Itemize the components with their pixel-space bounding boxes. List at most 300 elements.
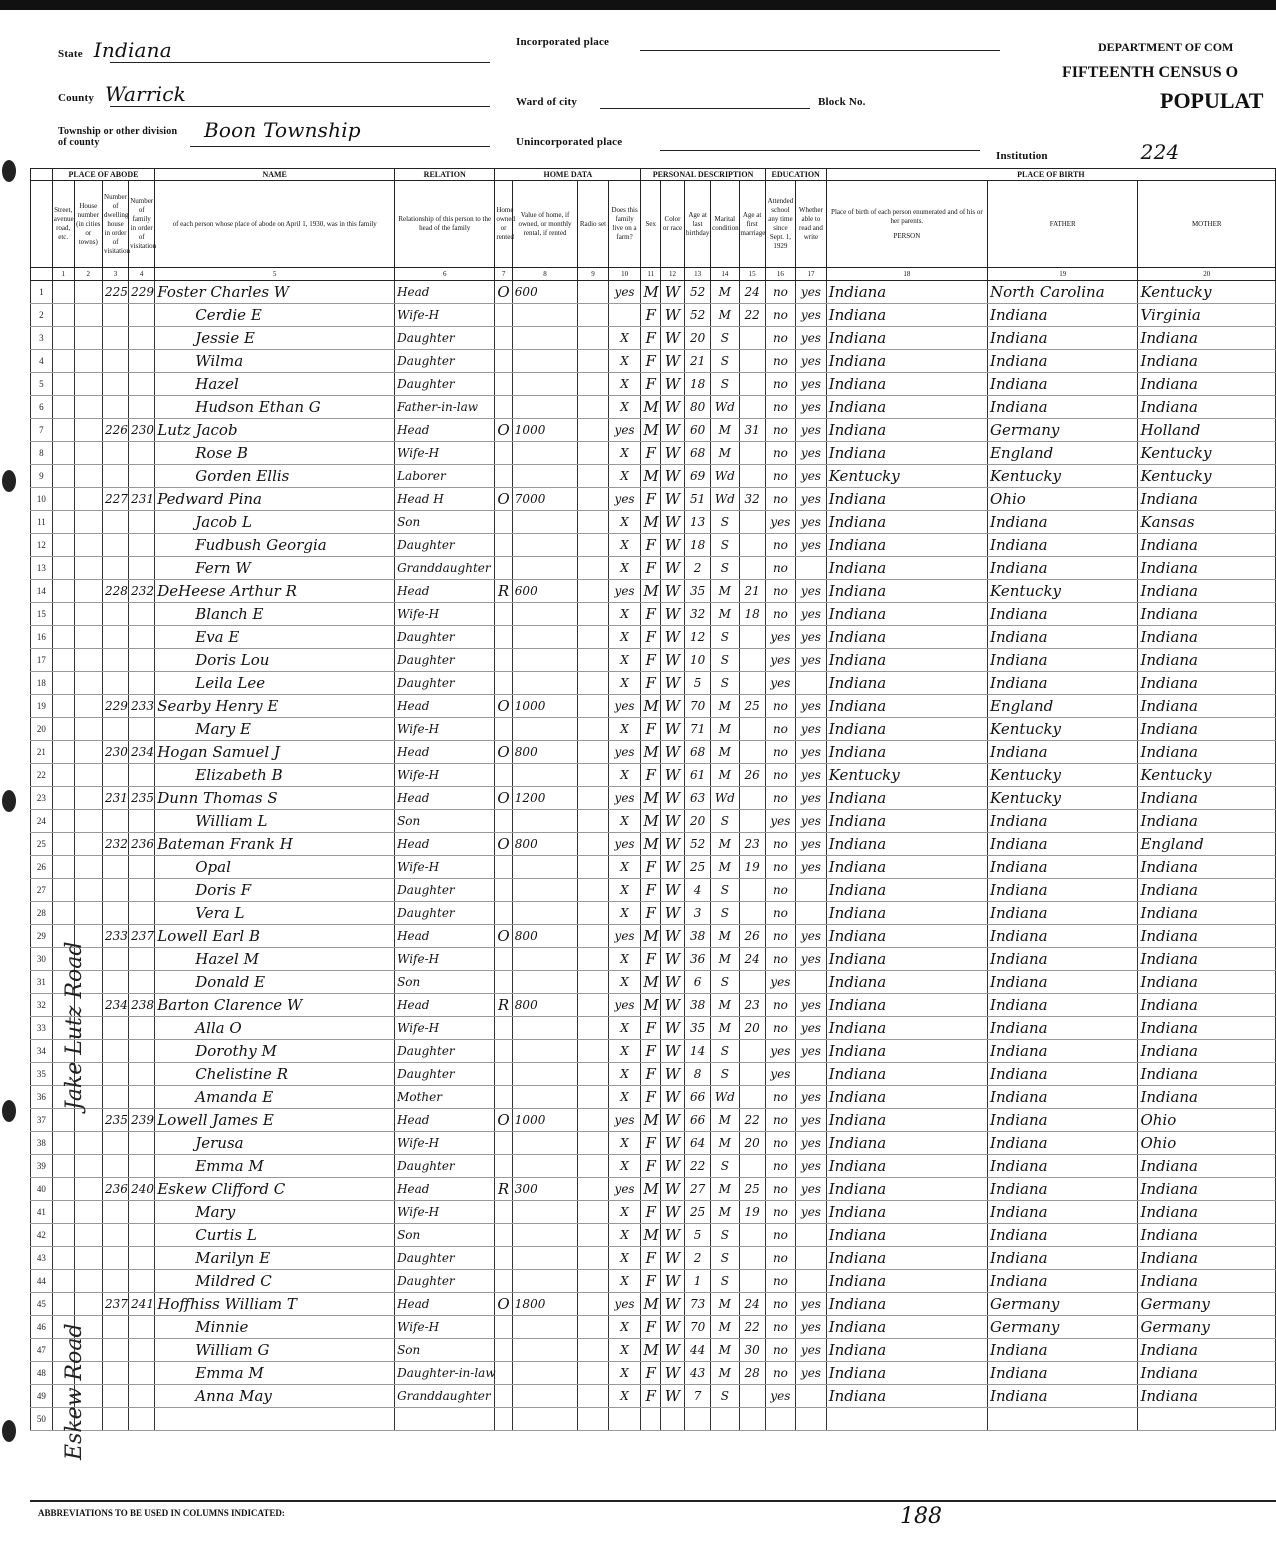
age: 52 <box>685 833 711 856</box>
age: 18 <box>685 373 711 396</box>
street-cell <box>52 741 74 764</box>
person-name: Jerusa <box>155 1132 395 1155</box>
sex: F <box>641 902 661 925</box>
school-attended: no <box>765 787 796 810</box>
home-value <box>512 971 577 994</box>
birthplace-mother: Indiana <box>1138 1178 1276 1201</box>
line-number: 19 <box>31 695 53 718</box>
farm: X <box>608 1155 641 1178</box>
birthplace-mother: England <box>1138 833 1276 856</box>
race <box>661 1408 685 1431</box>
home-value: 600 <box>512 580 577 603</box>
column-number-row <box>31 268 1276 281</box>
school-attended: yes <box>765 672 796 695</box>
birthplace-father: Indiana <box>988 1132 1138 1155</box>
sex: F <box>641 1316 661 1339</box>
line-number: 33 <box>31 1017 53 1040</box>
line-number: 14 <box>31 580 53 603</box>
home-value: 800 <box>512 994 577 1017</box>
street-cell <box>52 672 74 695</box>
tenure <box>495 1408 512 1431</box>
tenure: O <box>495 1293 512 1316</box>
marital-status: M <box>711 419 739 442</box>
sex: F <box>641 557 661 580</box>
age-at-marriage <box>739 626 765 649</box>
can-read <box>796 1224 827 1247</box>
home-value <box>512 603 577 626</box>
race: W <box>661 1339 685 1362</box>
farm: yes <box>608 925 641 948</box>
relation: Daughter <box>395 373 495 396</box>
sex: M <box>641 465 661 488</box>
relation: Wife-H <box>395 764 495 787</box>
col-family: Number of family in order of visitation <box>129 181 155 268</box>
tenure <box>495 603 512 626</box>
radio-set <box>578 396 609 419</box>
can-read: yes <box>796 281 827 304</box>
relation: Laborer <box>395 465 495 488</box>
age-at-marriage: 22 <box>739 304 765 327</box>
street-cell <box>52 764 74 787</box>
street-cell <box>52 281 74 304</box>
birthplace-person: Indiana <box>826 925 987 948</box>
block-label: Block No. <box>818 96 866 108</box>
school-attended: yes <box>765 810 796 833</box>
column-number: 18 <box>826 268 987 281</box>
radio-set <box>578 1339 609 1362</box>
birthplace-mother: Indiana <box>1138 810 1276 833</box>
person-name: Rose B <box>155 442 395 465</box>
birthplace-mother: Indiana <box>1138 718 1276 741</box>
school-attended: no <box>765 764 796 787</box>
family-number <box>129 672 155 695</box>
radio-set <box>578 833 609 856</box>
dwelling-number: 227 <box>102 488 128 511</box>
age: 20 <box>685 327 711 350</box>
house-number-cell <box>74 741 102 764</box>
farm: yes <box>608 695 641 718</box>
birthplace-mother: Indiana <box>1138 649 1276 672</box>
home-value <box>512 373 577 396</box>
family-number: 235 <box>129 787 155 810</box>
birthplace-mother: Indiana <box>1138 856 1276 879</box>
race: W <box>661 1224 685 1247</box>
school-attended: no <box>765 557 796 580</box>
farm: X <box>608 1385 641 1408</box>
school-attended: no <box>765 603 796 626</box>
can-read: yes <box>796 1155 827 1178</box>
street-cell <box>52 695 74 718</box>
race: W <box>661 327 685 350</box>
dwelling-number <box>102 1155 128 1178</box>
family-number: 238 <box>129 994 155 1017</box>
farm: X <box>608 327 641 350</box>
tenure <box>495 1040 512 1063</box>
relation: Head <box>395 787 495 810</box>
table-row <box>31 580 1276 603</box>
tenure <box>495 1063 512 1086</box>
birthplace-mother: Indiana <box>1138 396 1276 419</box>
race: W <box>661 580 685 603</box>
age: 5 <box>685 1224 711 1247</box>
dwelling-number <box>102 350 128 373</box>
street-cell <box>52 373 74 396</box>
home-value <box>512 396 577 419</box>
marital-status: M <box>711 948 739 971</box>
age: 70 <box>685 1316 711 1339</box>
radio-set <box>578 1270 609 1293</box>
column-number: 9 <box>578 268 609 281</box>
race: W <box>661 1316 685 1339</box>
relation: Head <box>395 1109 495 1132</box>
race: W <box>661 304 685 327</box>
birthplace-father: Indiana <box>988 1224 1138 1247</box>
birthplace-mother: Indiana <box>1138 350 1276 373</box>
house-number-cell <box>74 626 102 649</box>
table-row <box>31 1293 1276 1316</box>
tenure <box>495 1155 512 1178</box>
sex: F <box>641 1270 661 1293</box>
street-cell <box>52 902 74 925</box>
table-row <box>31 764 1276 787</box>
sex: M <box>641 741 661 764</box>
relation: Daughter <box>395 327 495 350</box>
house-number-cell <box>74 718 102 741</box>
home-value: 1000 <box>512 419 577 442</box>
tenure: O <box>495 281 512 304</box>
radio-set <box>578 304 609 327</box>
person-name: William L <box>155 810 395 833</box>
radio-set <box>578 902 609 925</box>
tenure: O <box>495 488 512 511</box>
house-number-cell <box>74 1178 102 1201</box>
birthplace-person: Indiana <box>826 718 987 741</box>
census-table-wrap <box>30 168 1276 1498</box>
column-number: 17 <box>796 268 827 281</box>
birthplace-mother: Indiana <box>1138 580 1276 603</box>
can-read: yes <box>796 1293 827 1316</box>
line-number: 8 <box>31 442 53 465</box>
birthplace-person: Indiana <box>826 580 987 603</box>
column-number: 8 <box>512 268 577 281</box>
birthplace-father: Indiana <box>988 1040 1138 1063</box>
marital-status: S <box>711 1063 739 1086</box>
age: 64 <box>685 1132 711 1155</box>
column-number: 19 <box>988 268 1138 281</box>
tenure <box>495 626 512 649</box>
col-value: Value of home, if owned, or monthly rental, if rented <box>512 181 577 268</box>
table-row <box>31 1316 1276 1339</box>
marital-status: Wd <box>711 396 739 419</box>
race: W <box>661 1293 685 1316</box>
marital-status: S <box>711 511 739 534</box>
tenure: O <box>495 833 512 856</box>
farm: X <box>608 442 641 465</box>
age: 80 <box>685 396 711 419</box>
person-name: Marilyn E <box>155 1247 395 1270</box>
age-at-marriage <box>739 1408 765 1431</box>
birthplace-person: Indiana <box>826 948 987 971</box>
age-at-marriage <box>739 741 765 764</box>
family-number <box>129 373 155 396</box>
relation: Wife-H <box>395 856 495 879</box>
sex: F <box>641 1132 661 1155</box>
school-attended: no <box>765 534 796 557</box>
sex: M <box>641 511 661 534</box>
table-row <box>31 1247 1276 1270</box>
farm: X <box>608 649 641 672</box>
birthplace-person: Indiana <box>826 419 987 442</box>
relation: Wife-H <box>395 718 495 741</box>
sex: F <box>641 1017 661 1040</box>
column-number: 6 <box>395 268 495 281</box>
farm <box>608 304 641 327</box>
age: 35 <box>685 580 711 603</box>
marital-status: M <box>711 718 739 741</box>
can-read <box>796 879 827 902</box>
birthplace-mother: Kentucky <box>1138 764 1276 787</box>
dwelling-number <box>102 1385 128 1408</box>
table-row <box>31 1040 1276 1063</box>
birthplace-person: Indiana <box>826 1063 987 1086</box>
birthplace-person: Indiana <box>826 856 987 879</box>
can-read: yes <box>796 442 827 465</box>
line-number: 43 <box>31 1247 53 1270</box>
birthplace-mother: Indiana <box>1138 1270 1276 1293</box>
tenure: O <box>495 741 512 764</box>
school-attended: no <box>765 350 796 373</box>
birthplace-person: Indiana <box>826 1316 987 1339</box>
line-number: 38 <box>31 1132 53 1155</box>
house-number-cell <box>74 442 102 465</box>
farm: yes <box>608 787 641 810</box>
radio-set <box>578 787 609 810</box>
radio-set <box>578 994 609 1017</box>
marital-status: S <box>711 626 739 649</box>
sex: F <box>641 1362 661 1385</box>
family-number <box>129 810 155 833</box>
farm: X <box>608 718 641 741</box>
person-name: Barton Clarence W <box>155 994 395 1017</box>
school-attended: no <box>765 1293 796 1316</box>
age: 44 <box>685 1339 711 1362</box>
home-value <box>512 1201 577 1224</box>
township-rule <box>190 146 490 147</box>
school-attended: yes <box>765 971 796 994</box>
school-attended: no <box>765 718 796 741</box>
birthplace-father: Indiana <box>988 741 1138 764</box>
person-name: Lowell James E <box>155 1109 395 1132</box>
birthplace-person <box>826 1408 987 1431</box>
age: 27 <box>685 1178 711 1201</box>
table-row <box>31 741 1276 764</box>
dwelling-number <box>102 1224 128 1247</box>
home-value: 7000 <box>512 488 577 511</box>
person-name: Amanda E <box>155 1086 395 1109</box>
radio-set <box>578 603 609 626</box>
person-name: Hazel <box>155 373 395 396</box>
house-number-cell <box>74 695 102 718</box>
table-row <box>31 879 1276 902</box>
tenure <box>495 373 512 396</box>
birthplace-mother: Indiana <box>1138 879 1276 902</box>
school-attended: yes <box>765 626 796 649</box>
tenure <box>495 810 512 833</box>
dwelling-number: 234 <box>102 994 128 1017</box>
tenure <box>495 1201 512 1224</box>
house-number-cell <box>74 810 102 833</box>
age-at-marriage <box>739 373 765 396</box>
relation: Son <box>395 971 495 994</box>
column-number: 1 <box>52 268 74 281</box>
family-number <box>129 1362 155 1385</box>
can-read: yes <box>796 603 827 626</box>
person-name: Elizabeth B <box>155 764 395 787</box>
family-number <box>129 442 155 465</box>
col-read: Whether able to read and write <box>796 181 827 268</box>
house-number-cell <box>74 350 102 373</box>
group-birth: PLACE OF BIRTH <box>826 169 1275 181</box>
sex: M <box>641 281 661 304</box>
tenure <box>495 1385 512 1408</box>
marital-status: S <box>711 350 739 373</box>
age-at-marriage: 22 <box>739 1109 765 1132</box>
school-attended: no <box>765 879 796 902</box>
school-attended: no <box>765 741 796 764</box>
line-number: 37 <box>31 1109 53 1132</box>
can-read: yes <box>796 1201 827 1224</box>
birthplace-father: Germany <box>988 419 1138 442</box>
birthplace-mother <box>1138 1408 1276 1431</box>
birthplace-person: Indiana <box>826 1362 987 1385</box>
age-at-marriage: 23 <box>739 994 765 1017</box>
binder-hole <box>2 1420 16 1442</box>
radio-set <box>578 649 609 672</box>
sex: F <box>641 1040 661 1063</box>
col-school: Attended school any time since Sept. 1, 1929 <box>765 181 796 268</box>
age: 73 <box>685 1293 711 1316</box>
marital-status: M <box>711 442 739 465</box>
radio-set <box>578 1017 609 1040</box>
house-number-cell <box>74 879 102 902</box>
can-read: yes <box>796 1339 827 1362</box>
table-row <box>31 350 1276 373</box>
radio-set <box>578 580 609 603</box>
table-row <box>31 1270 1276 1293</box>
age-at-marriage: 26 <box>739 925 765 948</box>
age-at-marriage: 30 <box>739 1339 765 1362</box>
age: 35 <box>685 1017 711 1040</box>
column-number: 11 <box>641 268 661 281</box>
dwelling-number <box>102 557 128 580</box>
home-value <box>512 1316 577 1339</box>
age-at-marriage <box>739 557 765 580</box>
race: W <box>661 649 685 672</box>
relation: Daughter <box>395 1040 495 1063</box>
dwelling-number <box>102 856 128 879</box>
can-read: yes <box>796 511 827 534</box>
race: W <box>661 1270 685 1293</box>
street-cell <box>52 1247 74 1270</box>
street-cell <box>52 511 74 534</box>
farm: yes <box>608 580 641 603</box>
relation: Wife-H <box>395 1316 495 1339</box>
birthplace-person: Indiana <box>826 787 987 810</box>
radio-set <box>578 350 609 373</box>
birthplace-father: Indiana <box>988 948 1138 971</box>
age-at-marriage <box>739 465 765 488</box>
farm: X <box>608 764 641 787</box>
family-number <box>129 1385 155 1408</box>
street-cell <box>52 1178 74 1201</box>
can-read: yes <box>796 1040 827 1063</box>
age: 8 <box>685 1063 711 1086</box>
home-value <box>512 1063 577 1086</box>
age: 52 <box>685 281 711 304</box>
birthplace-mother: Kentucky <box>1138 281 1276 304</box>
relation: Head <box>395 580 495 603</box>
can-read <box>796 1247 827 1270</box>
house-number-cell <box>74 1293 102 1316</box>
house-number-cell <box>74 787 102 810</box>
table-row <box>31 557 1276 580</box>
birthplace-mother: Indiana <box>1138 603 1276 626</box>
race: W <box>661 1155 685 1178</box>
marital-status <box>711 1408 739 1431</box>
age-at-marriage: 20 <box>739 1132 765 1155</box>
home-value <box>512 1040 577 1063</box>
street-cell <box>52 603 74 626</box>
radio-set <box>578 718 609 741</box>
birthplace-father: Indiana <box>988 304 1138 327</box>
sex: F <box>641 626 661 649</box>
birthplace-father: Indiana <box>988 534 1138 557</box>
birthplace-father: Indiana <box>988 1385 1138 1408</box>
tenure: O <box>495 419 512 442</box>
street-cell <box>52 488 74 511</box>
family-number <box>129 1408 155 1431</box>
marital-status: M <box>711 1109 739 1132</box>
house-number-cell <box>74 1155 102 1178</box>
race: W <box>661 856 685 879</box>
birthplace-person: Indiana <box>826 1040 987 1063</box>
sex: M <box>641 1339 661 1362</box>
tenure <box>495 902 512 925</box>
radio-set <box>578 1201 609 1224</box>
tenure: O <box>495 1109 512 1132</box>
relation: Wife-H <box>395 1201 495 1224</box>
person-name: Leila Lee <box>155 672 395 695</box>
dwelling-number <box>102 603 128 626</box>
family-number: 239 <box>129 1109 155 1132</box>
scan-top-border <box>0 0 1276 10</box>
marital-status: M <box>711 304 739 327</box>
dwelling-number <box>102 1086 128 1109</box>
birthplace-person: Indiana <box>826 442 987 465</box>
home-value: 1000 <box>512 695 577 718</box>
house-number-cell <box>74 304 102 327</box>
family-number <box>129 1339 155 1362</box>
relation: Daughter <box>395 1063 495 1086</box>
farm: X <box>608 511 641 534</box>
age-at-marriage <box>739 350 765 373</box>
birthplace-mother: Indiana <box>1138 787 1276 810</box>
line-number: 40 <box>31 1178 53 1201</box>
sheet-number: 224 <box>1140 140 1180 164</box>
can-read: yes <box>796 465 827 488</box>
can-read: yes <box>796 419 827 442</box>
can-read <box>796 1063 827 1086</box>
